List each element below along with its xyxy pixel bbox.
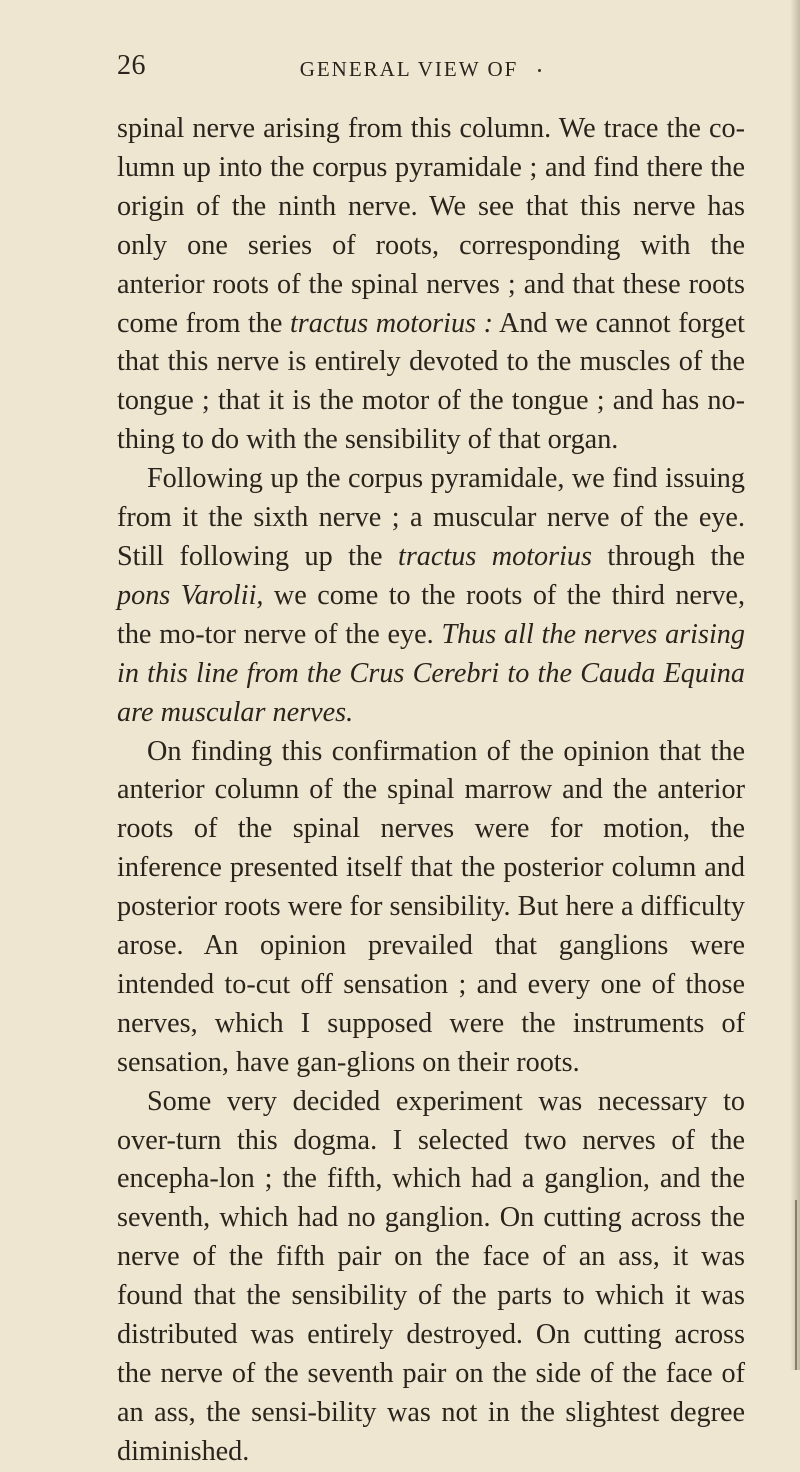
paragraph-text: spinal nerve arising from this column. We trace the co-lumn up into the corpus pyramidale ; and find there the origin of the ninth nerve. We see that this nerve has only one series of roots, corresponding with the anterior roots of the spinal nerves ; and that these roots come from the <box>117 113 745 339</box>
paragraph <box>117 110 745 460</box>
paragraph: Some very decided experiment was necessary to over-turn this dogma. I selected two nerves of the encepha-lon ; the fifth, which had a ganglion, and the seventh, which had no ganglion. On cutting across the nerve of the fifth pair on the face of an ass, it was found that the sensibility of the parts to which it was distributed was entirely destroyed. On cutting across the nerve of the seventh pair on the side of the face of an ass, the sensi-bility was not in the slightest degree diminished. <box>117 1085 745 1467</box>
paragraph-text: And we cannot forget that this nerve is entirely devoted to the muscles of the tongue ; that it is the motor of the tongue ; and has no-thing to do with the sensibility of that organ. <box>117 307 745 456</box>
italic-phrase: tractus motorius : <box>289 307 493 339</box>
italic-phrase: pons Varolii, <box>117 579 264 611</box>
paragraph-text: we come to the roots of the third nerve, the mo-tor nerve of the eye. <box>117 579 745 650</box>
body-text <box>117 110 745 1472</box>
paragraph <box>117 460 745 732</box>
page-number: 26 <box>117 50 146 81</box>
paragraph-text: Following up the corpus pyramidale, we find issuing from it the sixth nerve ; a muscular nerve of the eye. Still following up the <box>117 463 745 572</box>
dot-mark <box>538 69 541 72</box>
italic-phrase: Thus all the nerves arising in this line from the Crus Cerebri to the Cauda Equina are muscular nerves. <box>117 618 745 728</box>
running-head: GENERAL VIEW OF <box>299 57 519 81</box>
italic-phrase: tractus motorius <box>398 540 592 572</box>
paragraph: On finding this confirmation of the opinion that the anterior column of the spinal marrow and the anterior roots of the spinal nerves were for motion, the inference presented itself that the posterior column and posterior roots were for sensibility. But here a difficulty arose. An opinion prevailed that ganglions were intended to-cut off sensation ; and every one of those nerves, which I supposed were the instruments of sensation, have gan-glions on their roots. <box>117 735 745 1078</box>
page-edge-shadow <box>790 0 800 1370</box>
page-edge-line <box>795 1200 797 1370</box>
paragraph-text: through the <box>591 540 745 572</box>
